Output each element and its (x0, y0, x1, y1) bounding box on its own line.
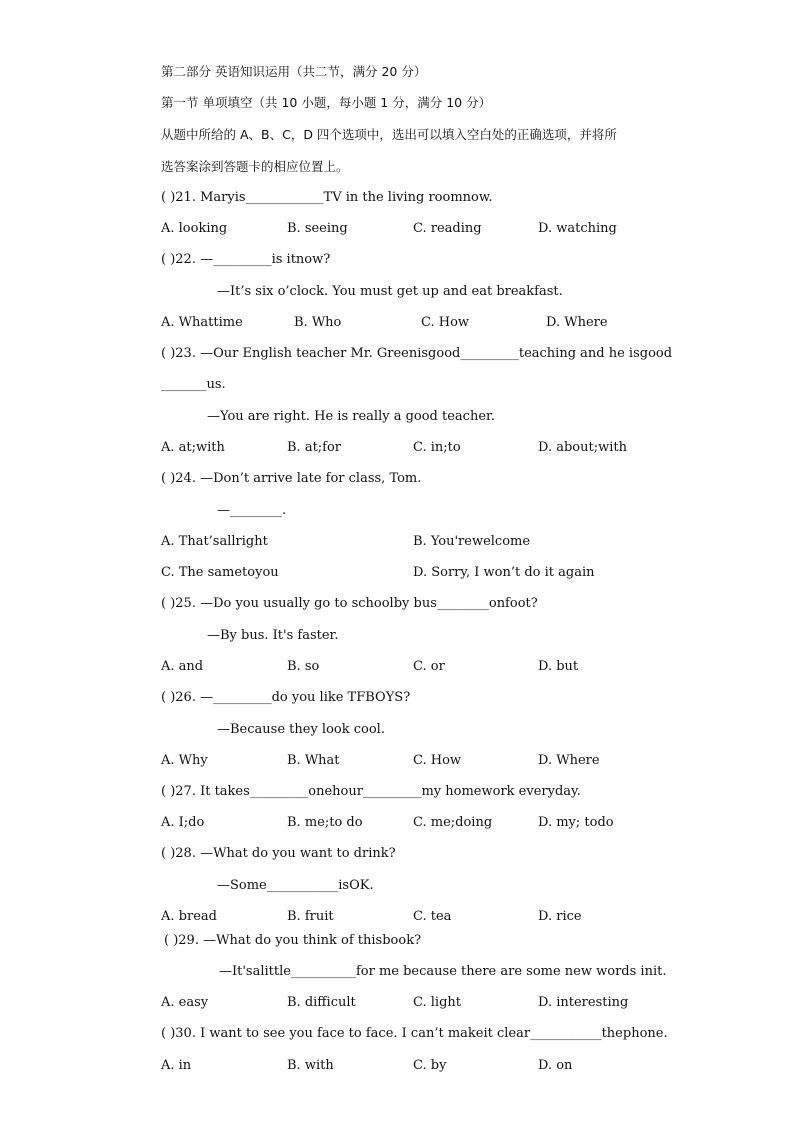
q24-option-b: B. You'rewelcome (413, 534, 531, 549)
q22-option-c: C. How (421, 315, 470, 330)
q28-option-d: D. rice (538, 909, 582, 924)
q30-option-a: A. in (161, 1058, 192, 1073)
q23-option-a: A. at;with (161, 440, 225, 455)
q29-option-a: A. easy (161, 995, 209, 1010)
q26-option-a: A. Why (161, 753, 208, 768)
q25-option-d: D. but (538, 659, 579, 674)
q29-option-b: B. difficult (287, 995, 356, 1010)
q27-option-c: C. me;doing (413, 815, 493, 830)
q21-option-c: C. reading (413, 221, 482, 236)
question-26-reply: —Because they look cool. (217, 722, 385, 737)
q23-option-d: D. about;with (538, 440, 627, 455)
q21-option-b: B. seeing (287, 221, 348, 236)
q26-option-c: C. How (413, 753, 462, 768)
question-22-stem: ( )22. —_________is itnow? (161, 252, 331, 267)
q25-option-b: B. so (287, 659, 320, 674)
question-29-stem: ( )29. —What do you think of thisbook? (164, 933, 422, 948)
q26-option-b: B. What (287, 753, 340, 768)
question-26-stem: ( )26. —_________do you like TFBOYS? (161, 690, 411, 705)
question-29-reply: —It'salittle__________for me because there are some new words init. (219, 964, 667, 979)
q21-option-a: A. looking (161, 221, 228, 236)
question-25-reply: —By bus. It's faster. (207, 628, 339, 643)
q30-option-d: D. on (538, 1058, 573, 1073)
question-30-stem: ( )30. I want to see you face to face. I can’t makeit clear___________thephone. (161, 1026, 668, 1041)
q27-option-d: D. my; todo (538, 815, 614, 830)
question-24-stem: ( )24. —Don’t arrive late for class, Tom. (161, 471, 422, 486)
question-22-reply: —It’s six o’clock. You must get up and eat breakfast. (217, 284, 563, 299)
q28-option-a: A. bread (161, 909, 217, 924)
q23-option-b: B. at;for (287, 440, 342, 455)
q21-option-d: D. watching (538, 221, 617, 236)
q29-option-d: D. interesting (538, 995, 629, 1010)
instructions-line-2: 选答案涂到答题卡的相应位置上。 (161, 159, 349, 174)
section-heading: 第一节 单项填空（共 10 小题，每小题 1 分，满分 10 分） (161, 95, 492, 110)
q27-option-a: A. I;do (161, 815, 205, 830)
question-23-stem-continued: _______us. (161, 377, 226, 392)
q24-option-a: A. That’sallright (161, 534, 268, 549)
q27-option-b: B. me;to do (287, 815, 363, 830)
question-21-stem: ( )21. Maryis____________TV in the living roomnow. (161, 190, 493, 205)
q22-option-a: A. Whattime (161, 315, 243, 330)
question-25-stem: ( )25. —Do you usually go to schoolby bus________onfoot? (161, 596, 538, 611)
question-23-stem: ( )23. —Our English teacher Mr. Greenisgood_________teaching and he isgood (161, 346, 673, 361)
question-27-stem: ( )27. It takes_________onehour_________my homework everyday. (161, 784, 581, 799)
q24-option-c: C. The sametoyou (161, 565, 279, 580)
question-28-reply: —Some___________isOK. (217, 878, 374, 893)
question-23-reply: —You are right. He is really a good teacher. (207, 409, 495, 424)
question-28-stem: ( )28. —What do you want to drink? (161, 846, 396, 861)
q28-option-b: B. fruit (287, 909, 334, 924)
q22-option-d: D. Where (546, 315, 608, 330)
q23-option-c: C. in;to (413, 440, 461, 455)
q30-option-b: B. with (287, 1058, 334, 1073)
q26-option-d: D. Where (538, 753, 600, 768)
q28-option-c: C. tea (413, 909, 452, 924)
instructions-line-1: 从题中所给的 A、B、C，D 四个选项中，选出可以填入空白处的正确选项，并将所 (161, 127, 617, 142)
part-heading: 第二部分 英语知识运用（共二节，满分 20 分） (161, 64, 427, 79)
q29-option-c: C. light (413, 995, 461, 1010)
question-24-reply: —________. (217, 503, 287, 518)
q30-option-c: C. by (413, 1058, 447, 1073)
q25-option-c: C. or (413, 659, 445, 674)
q22-option-b: B. Who (294, 315, 342, 330)
q25-option-a: A. and (161, 659, 204, 674)
q24-option-d: D. Sorry, I won’t do it again (413, 565, 595, 580)
